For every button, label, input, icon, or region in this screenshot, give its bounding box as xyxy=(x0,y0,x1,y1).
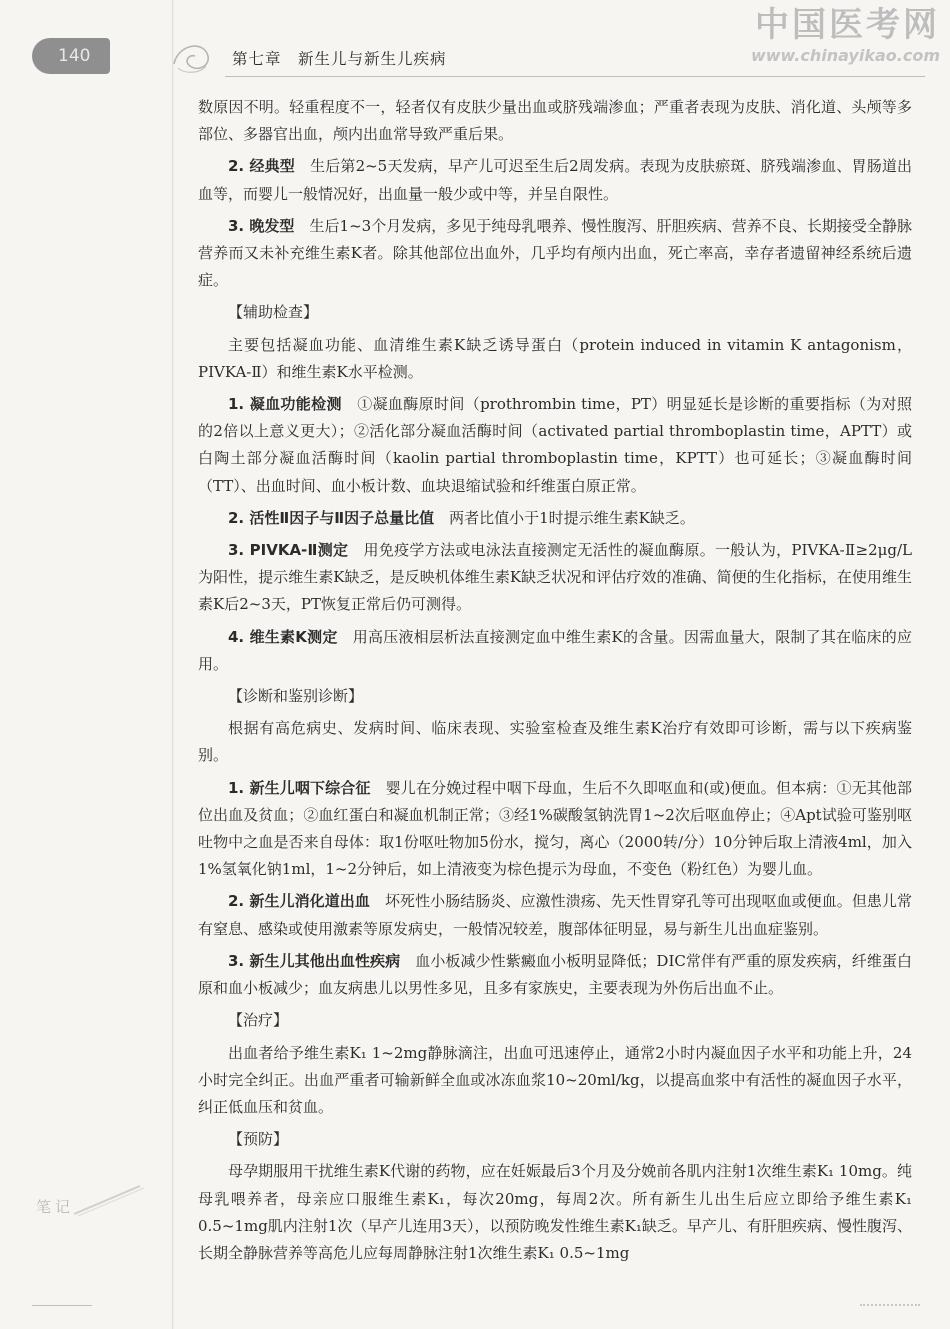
item-lead: 1. 凝血功能检测 xyxy=(228,395,342,414)
item-text: 生后1~3个月发病，多见于纯母乳喂养、慢性腹泻、肝胆疾病、营养不良、长期接受全静脉营养而又未补充维生素K者。除其他部位出血外，几乎均有颅内出血，死亡率高，幸存者遗留神经系统后遗症。 xyxy=(198,216,912,290)
item-gi-bleeding xyxy=(198,888,912,942)
item-text: 生后第2~5天发病，早产儿可迟至生后2周发病。表现为皮肤瘀斑、脐残端渗血、胃肠道出血等，而婴儿一般情况好，出血量一般少或中等，并呈自限性。 xyxy=(198,157,913,203)
watermark xyxy=(700,6,940,65)
item-text: 用免疫学方法或电泳法直接测定无活性的凝血酶原。一般认为，PIVKA-Ⅱ≥2μg/L为阳性，提示维生素K缺乏，是反映机体维生素K缺乏状况和评估疗效的准确、简便的生化指标，在使用维生素K后2~3天，PT恢复正常后仍可测得。 xyxy=(198,541,912,614)
item-lead: 2. 经典型 xyxy=(228,157,295,176)
item-text: 两者比值小于1时提示维生素K缺乏。 xyxy=(434,508,695,527)
item-factor-ratio xyxy=(198,505,912,532)
swirl-ornament-icon xyxy=(168,34,214,80)
item-coagulation-test xyxy=(198,391,912,500)
item-lead: 1. 新生儿咽下综合征 xyxy=(228,778,371,797)
item-lead: 2. 新生儿消化道出血 xyxy=(228,892,370,911)
item-classic-type xyxy=(198,153,912,207)
footer-dots xyxy=(860,1304,920,1308)
paragraph: 母孕期服用干扰维生素K代谢的药物，应在妊娠最后3个月及分娩前各肌内注射1次维生素K₁ 10mg。纯母乳喂养者，母亲应口服维生素K₁，每次20mg，每周2次。所有新生儿出生后应立即给予维生素K₁ 0.5~1mg肌内注射1次（早产儿连用3天），以预防晚发性维生素K₁缺乏。早产儿、有肝胆疾病、慢性腹泻、长期全静脉营养等高危儿应每周静脉注射1次维生素K₁ 0.5~1mg xyxy=(198,1162,912,1262)
section-heading-auxiliary-exam: 【辅助检查】 xyxy=(228,303,319,322)
item-lead: 2. 活性Ⅱ因子与Ⅱ因子总量比值 xyxy=(228,508,435,527)
section-heading-treatment: 【治疗】 xyxy=(228,1011,289,1030)
item-vitamin-k-test xyxy=(198,624,912,678)
item-lead: 3. 新生儿其他出血性疾病 xyxy=(228,951,401,970)
paragraph-continued: 数原因不明。轻重程度不一，轻者仅有皮肤少量出血或脐残端渗血；严重者表现为皮肤、消化道、头颅等多部位、多器官出血，颅内出血常导致严重后果。 xyxy=(198,98,912,144)
watermark-url: www.chinayikao.com xyxy=(750,46,940,65)
item-lead: 3. 晚发型 xyxy=(228,216,295,235)
item-text: 血小板减少性紫癜血小板明显降低；DIC常伴有严重的原发疾病，纤维蛋白原和血小板减少；血友病患儿以男性多见，且多有家族史，主要表现为外伤后出血不止。 xyxy=(198,951,912,998)
page-number: 140 xyxy=(58,46,91,66)
section-heading-prevention: 【预防】 xyxy=(228,1130,289,1149)
paragraph: 主要包括凝血功能、血清维生素K缺乏诱导蛋白（protein induced in vitamin K antagonism，PIVKA-Ⅱ）和维生素K水平检测。 xyxy=(198,335,912,381)
item-text: 坏死性小肠结肠炎、应激性溃疡、先天性胃穿孔等可出现呕血或便血。但患儿常有窒息、感染或使用激素等原发病史，一般情况较差，腹部体征明显，易与新生儿出血症鉴别。 xyxy=(198,892,912,938)
page-fold-shadow xyxy=(172,0,174,1329)
header-rule xyxy=(225,76,925,77)
paragraph: 根据有高危病史、发病时间、临床表现、实验室检查及维生素K治疗有效即可诊断，需与以下疾病鉴别。 xyxy=(198,719,912,765)
item-lead: 4. 维生素K测定 xyxy=(228,627,338,646)
item-other-bleeding xyxy=(198,948,912,1002)
margin-note-label: 笔记 xyxy=(36,1198,75,1216)
chapter-title: 第七章 新生儿与新生儿疾病 xyxy=(232,50,447,68)
watermark-site-name: 中国医考网 xyxy=(755,5,940,45)
item-lead: 3. PIVKA-Ⅱ测定 xyxy=(228,541,349,560)
pencil-icon xyxy=(70,1180,150,1220)
section-heading-diagnosis: 【诊断和鉴别诊断】 xyxy=(228,687,364,706)
item-late-type xyxy=(198,213,912,295)
body-text xyxy=(198,94,912,1272)
footer-rule xyxy=(32,1305,92,1306)
item-text: 婴儿在分娩过程中咽下母血，生后不久即呕血和(或)便血。但本病：①无其他部位出血及贫血；②血红蛋白和凝血机制正常；③经1%碳酸氢钠洗胃1~2次后呕血停止；④Apt试验可鉴别呕吐物中之血是否来自母体：取1份呕吐物加5份水，搅匀，离心（2000转/分）10分钟后取上清液4ml，加入1%氢氧化钠1ml，1~2分钟后，如上清液变为棕色提示为母血，不变色（粉红色）为婴儿血。 xyxy=(198,778,912,879)
page-number-tab xyxy=(32,38,110,74)
item-text: 用高压液相层析法直接测定血中维生素K的含量。因需血量大，限制了其在临床的应用。 xyxy=(198,627,912,673)
item-pivka-test xyxy=(198,537,912,619)
item-swallowed-blood xyxy=(198,775,912,884)
paragraph: 出血者给予维生素K₁ 1~2mg静脉滴注，出血可迅速停止，通常2小时内凝血因子水平和功能上升，24小时完全纠正。出血严重者可输新鲜全血或冰冻血浆10~20ml/kg，以提高血浆中有活性的凝血因子水平，纠正低血压和贫血。 xyxy=(198,1043,912,1116)
item-text: ①凝血酶原时间（prothrombin time，PT）明显延长是诊断的重要指标（为对照的2倍以上意义更大）；②活化部分凝血活酶时间（activated partial thromboplastin time，APTT）或白陶土部分凝血活酶时间（kaolin partial thromboplastin time，KPTT）也可延长；③凝血酶时间（TT）、出血时间、血小板计数、血块退缩试验和纤维蛋白原正常。 xyxy=(198,395,912,495)
